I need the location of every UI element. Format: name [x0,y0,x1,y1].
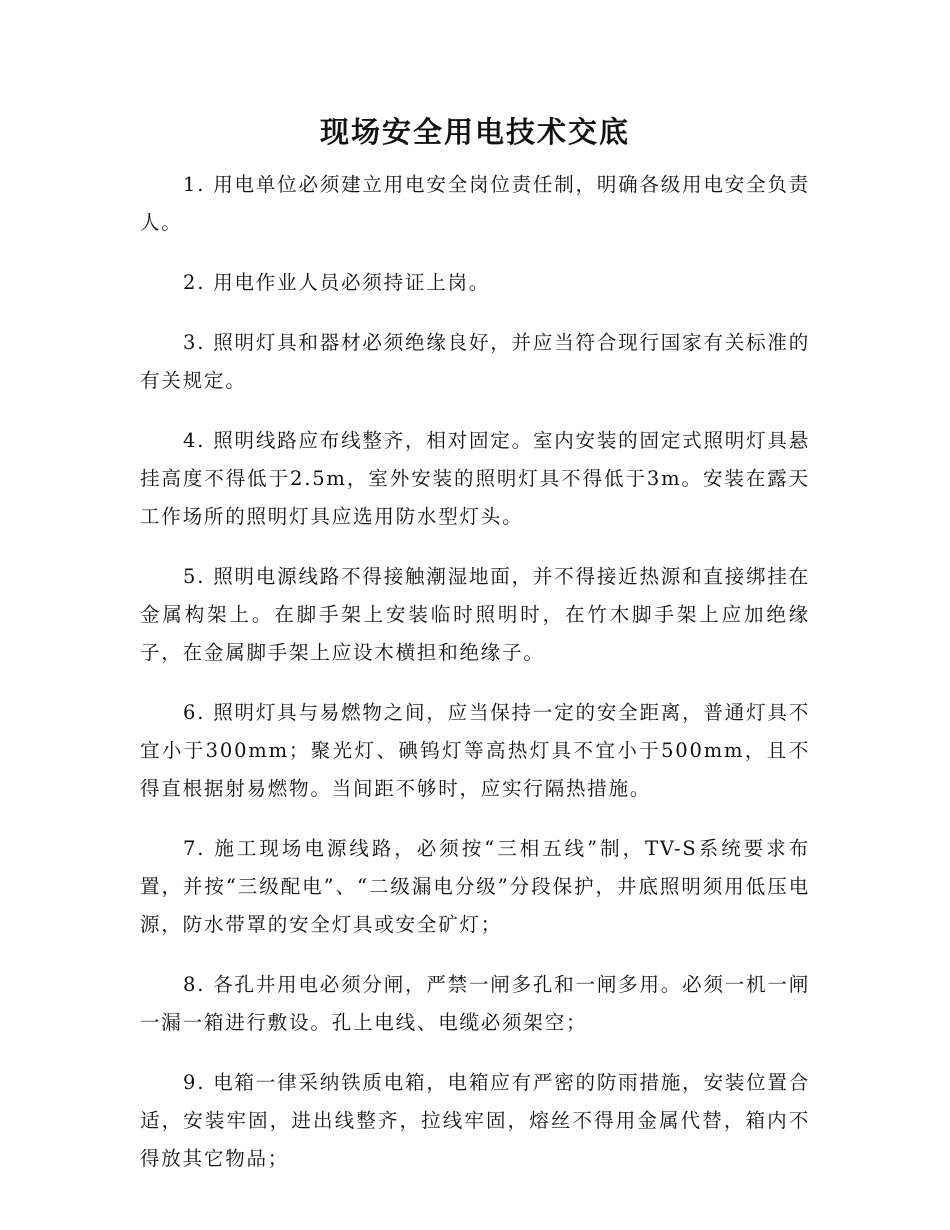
paragraph-5: 5. 照明电源线路不得接触潮湿地面，并不得接近热源和直接绑挂在金属构架上。在脚手架上安装临时照明时，在竹木脚手架上应加绝缘子，在金属脚手架上应设木横担和绝缘子。 [140,565,810,664]
paragraph-6: 6. 照明灯具与易燃物之间，应当保持一定的安全距离，普通灯具不宜小于300mm；聚光灯、碘钨灯等高热灯具不宜小于500mm，且不得直根据射易燃物。当间距不够时，应实行隔热措施。 [140,701,810,800]
paragraph-4: 4. 照明线路应布线整齐，相对固定。室内安装的固定式照明灯具悬挂高度不得低于2.5m，室外安装的照明灯具不得低于3m。安装在露天工作场所的照明灯具应选用防水型灯头。 [140,429,810,528]
paragraph-1: 1. 用电单位必须建立用电安全岗位责任制，明确各级用电安全负责人。 [140,173,810,234]
paragraph-8: 8. 各孔井用电必须分闸，严禁一闸多孔和一闸多用。必须一机一闸一漏一箱进行敷设。孔上电线、电缆必须架空； [140,973,810,1034]
paragraph-3: 3. 照明灯具和器材必须绝缘良好，并应当符合现行国家有关标准的有关规定。 [140,331,810,392]
paragraph-7: 7. 施工现场电源线路，必须按“三相五线”制，TV-S系统要求布置，并按“三级配电”、“二级漏电分级”分段保护，井底照明须用低压电源，防水带罩的安全灯具或安全矿灯； [140,837,810,936]
paragraph-9: 9. 电箱一律采纳铁质电箱，电箱应有严密的防雨措施，安装位置合适，安装牢固，进出线整齐，拉线牢固，熔丝不得用金属代替，箱内不得放其它物品； [140,1071,810,1170]
document-body [140,166,810,1200]
paragraph-2: 2. 用电作业人员必须持证上岗。 [183,271,491,294]
document-title: 现场安全用电技术交底 [319,115,630,149]
